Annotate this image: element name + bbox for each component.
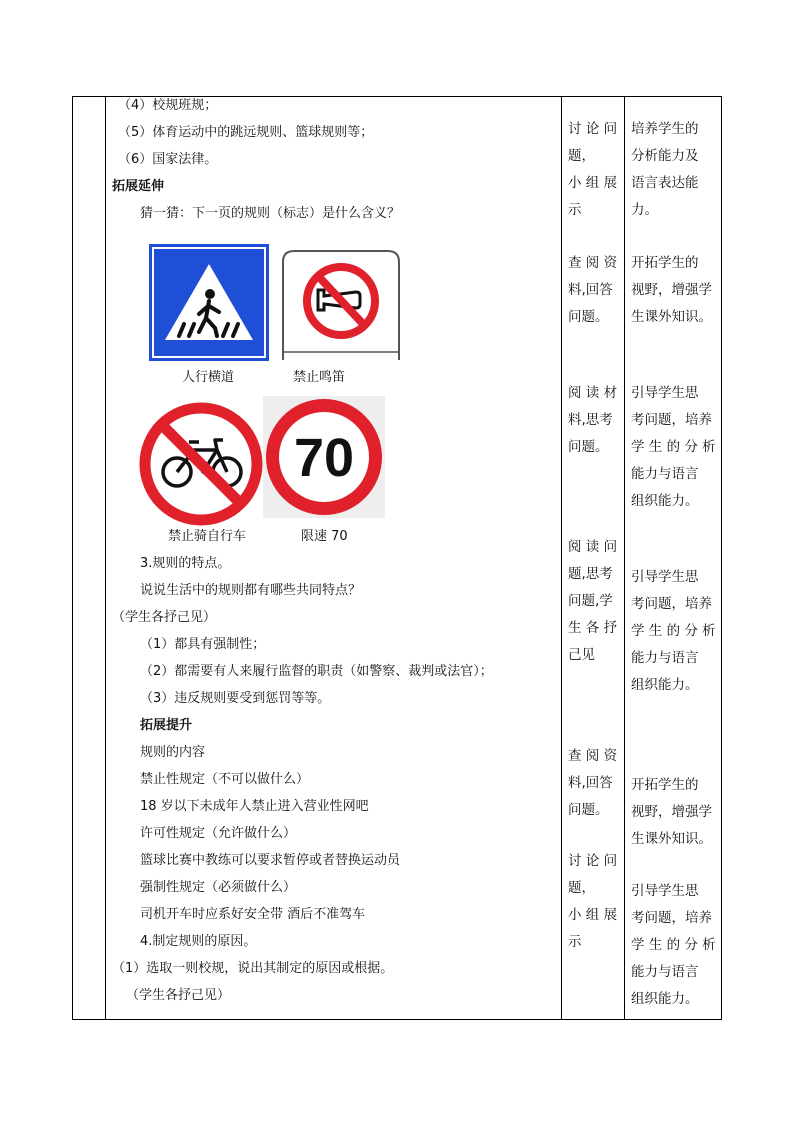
cell-line: 生课外知识。 (631, 309, 712, 325)
table-border-right (721, 97, 722, 1019)
line-permissive: 许可性规定（允许做什么） (140, 826, 297, 841)
cell-line: 问题。 (568, 309, 609, 325)
line-common-features-question: 说说生活中的规则都有哪些共同特点？ (140, 583, 362, 598)
table-border-col1 (105, 97, 106, 1019)
cell-line: 料,回答 (568, 775, 613, 791)
cell-line: 考问题，培养 (631, 412, 712, 428)
line-rule-features: 3.规则的特点。 (140, 556, 231, 571)
cell-line: 组织能力。 (631, 493, 699, 509)
cell-line: 示 (568, 934, 582, 950)
cell-line: 料,回答 (568, 282, 613, 298)
sign-label-no-honking: 禁止鸣笛 (293, 370, 346, 385)
cell-line: 题,思考 (568, 566, 613, 582)
activity-block-4 (568, 534, 617, 669)
section-heading-promotion: 拓展提升 (140, 718, 193, 733)
no-honking-sign (280, 248, 402, 360)
speed-limit-number: 70 (293, 428, 355, 488)
line-students-opinion: （学生各抒己见） (112, 610, 217, 625)
intent-block-4 (631, 564, 716, 699)
cell-line: 示 (568, 202, 582, 218)
cell-line: 问题。 (568, 439, 609, 455)
cell-line: 能力与语言 (631, 964, 699, 980)
line-sports-rules: （5）体育运动中的跳远规则、篮球规则等； (118, 125, 374, 140)
intent-block-2 (631, 250, 712, 331)
cell-line: 分析能力及 (631, 148, 699, 164)
line-guess-prompt: 猜一猜：下一页的规则（标志）是什么含义？ (140, 206, 401, 221)
intent-block-3 (631, 380, 716, 515)
cell-line: 语言表达能 (631, 175, 699, 191)
cell-line: 讨 论 问 (568, 853, 618, 869)
cell-line: 开拓学生的 (631, 777, 699, 793)
intent-block-6 (631, 878, 716, 1013)
activity-block-5 (568, 743, 617, 824)
line-school-rules: （4）校规班规； (118, 98, 218, 113)
cell-line: 问题,学 (568, 593, 613, 609)
cell-line: 力。 (631, 202, 658, 218)
cell-line: 题， (568, 148, 595, 164)
sign-label-crosswalk: 人行横道 (182, 370, 235, 385)
cell-line: 查 阅 资 (568, 748, 618, 764)
cell-line: 学 生 的 分 析 (631, 439, 716, 455)
table-border-col3 (624, 97, 625, 1019)
cell-line: 问题。 (568, 802, 609, 818)
activity-block-6 (568, 848, 617, 956)
cell-line: 组织能力。 (631, 991, 699, 1007)
cell-line: 能力与语言 (631, 466, 699, 482)
cell-line: 生课外知识。 (631, 831, 712, 847)
cell-line: 视野，增强学 (631, 804, 712, 820)
line-mandatory-example: 司机开车时应系好安全带 酒后不准驾车 (140, 907, 366, 922)
no-bicycle-icon (139, 402, 263, 526)
line-choose-school-rule: （1）选取一则校规，说出其制定的原因或根据。 (112, 961, 394, 976)
line-feature-mandatory: （1）都具有强制性； (140, 637, 266, 652)
line-prohibitive-example: 18 岁以下未成年人禁止进入营业性网吧 (140, 799, 369, 814)
crosswalk-icon (149, 244, 269, 361)
cell-line: 能力与语言 (631, 650, 699, 666)
sign-label-speed-limit: 限速 70 (301, 529, 348, 544)
table-border-left (72, 97, 73, 1019)
cell-line: 小 组 展 (568, 175, 618, 191)
line-national-law: （6）国家法律。 (118, 152, 218, 167)
line-rule-reasons: 4.制定规则的原因。 (140, 934, 257, 949)
section-heading-extension: 拓展延伸 (112, 179, 165, 194)
speed-limit-sign (263, 396, 385, 518)
line-feature-punishment: （3）违反规则要受到惩罚等等。 (140, 691, 331, 706)
cell-line: 视野，增强学 (631, 282, 712, 298)
cell-line: 培养学生的 (631, 121, 699, 137)
cell-line: 阅 读 问 (568, 539, 618, 555)
line-students-opinion-2: （学生各抒己见） (126, 988, 231, 1003)
cell-line: 学 生 的 分 析 (631, 623, 716, 639)
table-bottom-border (72, 1019, 722, 1020)
cell-line: 讨 论 问 (568, 121, 618, 137)
cell-line: 己见 (568, 647, 595, 663)
no-bicycle-sign (139, 402, 263, 526)
cell-line: 料,思考 (568, 412, 613, 428)
cell-line: 开拓学生的 (631, 255, 699, 271)
line-permissive-example: 篮球比赛中教练可以要求暂停或者替换运动员 (140, 853, 401, 868)
cell-line: 生 各 抒 (568, 620, 618, 636)
sign-label-no-bicycle: 禁止骑自行车 (168, 529, 247, 544)
speed-limit-icon (263, 396, 385, 518)
line-feature-supervision: （2）都需要有人来履行监督的职责（如警察、裁判或法官）； (140, 664, 493, 679)
no-horn-icon (280, 248, 402, 360)
activity-block-3 (568, 380, 617, 461)
cell-line: 阅 读 材 (568, 385, 618, 401)
cell-line: 组织能力。 (631, 677, 699, 693)
intent-block-1 (631, 116, 699, 224)
cell-line: 考问题，培养 (631, 910, 712, 926)
cell-line: 题， (568, 880, 595, 896)
cell-line: 引导学生思 (631, 569, 699, 585)
activity-block-1 (568, 116, 617, 224)
cell-line: 引导学生思 (631, 883, 699, 899)
cell-line: 查 阅 资 (568, 255, 618, 271)
cell-line: 小 组 展 (568, 907, 618, 923)
line-mandatory: 强制性规定（必须做什么） (140, 880, 297, 895)
cell-line: 学 生 的 分 析 (631, 937, 716, 953)
line-prohibitive: 禁止性规定（不可以做什么） (140, 772, 310, 787)
line-rule-content: 规则的内容 (140, 745, 206, 760)
activity-block-2 (568, 250, 617, 331)
table-border-col2 (561, 97, 562, 1019)
intent-block-5 (631, 772, 712, 853)
cell-line: 考问题，培养 (631, 596, 712, 612)
cell-line: 引导学生思 (631, 385, 699, 401)
crosswalk-sign (149, 244, 269, 361)
